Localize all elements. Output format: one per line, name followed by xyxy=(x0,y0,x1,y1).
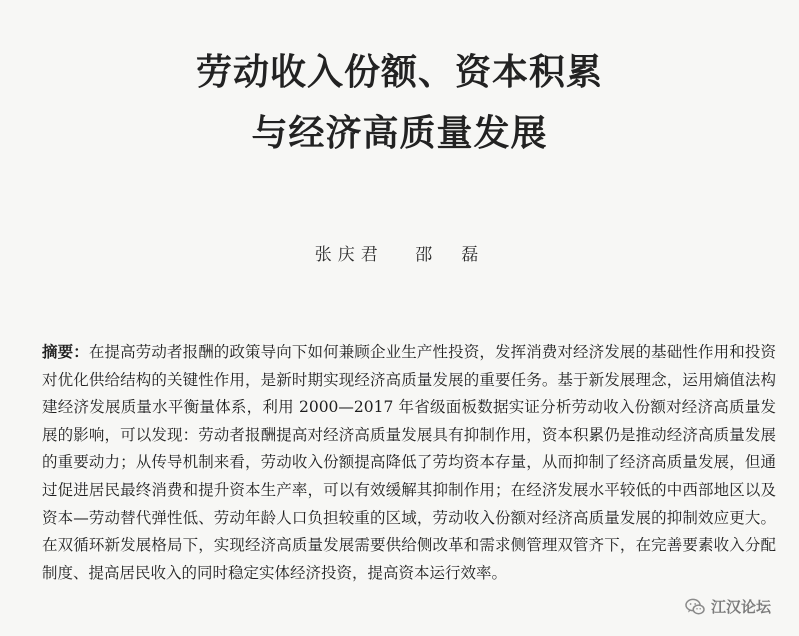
abstract-text: 在提高劳动者报酬的政策导向下如何兼顾企业生产性投资，发挥消费对经济发展的基础性作用和投资对优化供给结构的关键性作用，是新时期实现经济高质量发展的重要任务。基于新发展理念，运用熵值法构建经济发展质量水平衡量体系，利用 2000—2017 年省级面板数据实证分析劳动收入份额对经济高质量发展的影响，可以发现：劳动者报酬提高对经济高质量发展具有抑制作用，资本积累仍是推动经济高质量发展的重要动力；从传导机制来看，劳动收入份额提高降低了劳均资本存量，从而抑制了经济高质量发展，但通过促进居民最终消费和提升资本生产率，可以有效缓解其抑制作用；在经济发展水平较低的中西部地区以及资本—劳动替代弹性低、劳动年龄人口负担较重的区域，劳动收入份额对经济高质量发展的抑制效应更大。在双循环新发展格局下，实现经济高质量发展需要供给侧改革和需求侧管理双管齐下，在完善要素收入分配制度、提高居民收入的同时稳定实体经济投资，提高资本运行效率。 xyxy=(42,343,776,582)
wechat-icon xyxy=(685,598,705,616)
abstract xyxy=(42,339,776,587)
title-line-2: 与经济高质量发展 xyxy=(251,112,548,154)
watermark xyxy=(685,596,771,617)
author-name: 张庆君 xyxy=(314,245,384,265)
title-line-1: 劳动收入份额、资本积累 xyxy=(195,51,603,93)
author-name: 邵 磊 xyxy=(415,245,485,265)
author-list xyxy=(0,240,799,265)
watermark-text: 江汉论坛 xyxy=(710,598,771,616)
abstract-label: 摘要： xyxy=(42,343,89,361)
